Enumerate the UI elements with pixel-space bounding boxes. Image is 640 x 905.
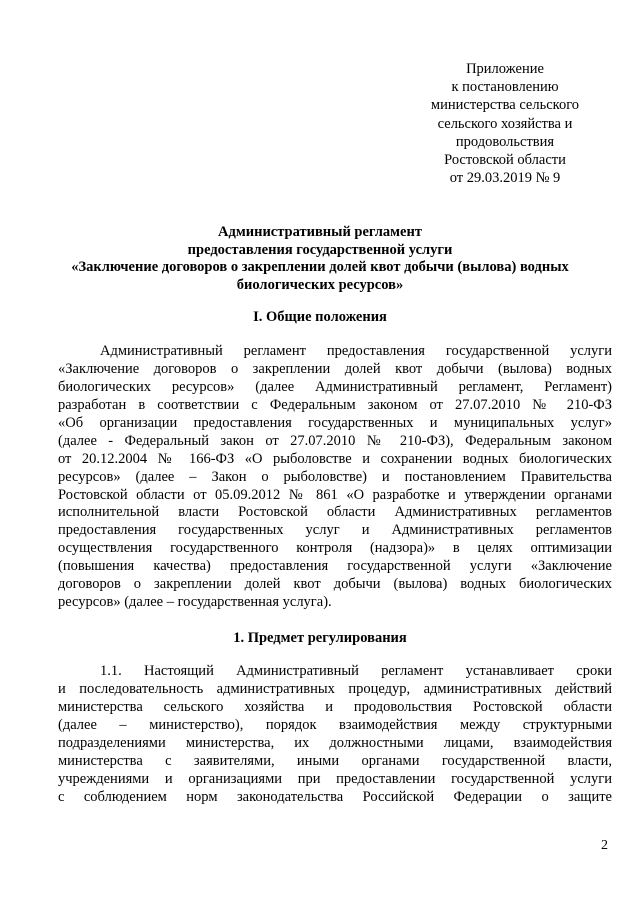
text-line: «Об организации предоставления государственных и муниципальных услуг» <box>58 414 612 431</box>
title-line: «Заключение договоров о закреплении долей квот добычи (вылова) водных <box>71 259 569 275</box>
text-line: (далее - Федеральный закон от 27.07.2010 № 210-ФЗ), Федеральным законом <box>58 432 612 449</box>
appendix-line: сельского хозяйства и <box>437 115 573 132</box>
title-line: Административный регламент <box>218 224 422 240</box>
text-line: с соблюдением норм законодательства Российской Федерации о защите <box>58 788 612 805</box>
text-line: (далее – министерство), порядок взаимодействия между структурными <box>58 716 612 733</box>
text-line: договоров о закреплении долей квот добычи (вылова) водных биологических <box>58 576 612 593</box>
text-line: (повышения качества) предоставления государственной услуги «Заключение <box>58 558 612 575</box>
title-line: предоставления государственной услуги <box>187 241 453 258</box>
text-line: министерства с заявителями, иными органами государственной власти, <box>58 752 612 769</box>
text-line: ресурсов» (далее – государственная услуга). <box>58 594 332 611</box>
text-line: учреждениями и организациями при предоставлении государственной услуги <box>58 770 612 787</box>
text-line: предоставления государственных услуг и Административных регламентов <box>58 522 612 539</box>
paragraph-general-provisions <box>58 343 612 612</box>
document-title <box>40 224 600 294</box>
text-line: биологических ресурсов» (далее Административный регламент, Регламент) <box>58 378 612 395</box>
text-line: Административный регламент предоставления государственной услуги <box>100 343 612 359</box>
appendix-line: от 29.03.2019 № 9 <box>449 170 561 187</box>
section-heading-general: I. Общие положения <box>253 309 387 325</box>
appendix-block <box>405 60 605 187</box>
section-heading-subject: 1. Предмет регулирования <box>233 630 407 646</box>
text-line: от 20.12.2004 № 166-ФЗ «О рыболовстве и сохранении водных биологических <box>58 450 612 467</box>
text-line: исполнительной власти Ростовской области Административных регламентов <box>58 504 612 521</box>
title-line: биологических ресурсов» <box>236 276 404 293</box>
appendix-line: Ростовской области <box>444 152 566 169</box>
text-line: Ростовской области от 05.09.2012 № 861 «О разработке и утверждении органами <box>58 486 612 503</box>
text-line: министерства сельского хозяйства и продовольствия Ростовской области <box>58 698 612 715</box>
appendix-line: министерства сельского <box>430 97 580 114</box>
paragraph-subject-regulation <box>58 663 612 807</box>
text-line: и последовательность административных процедур, административных действий <box>58 680 612 697</box>
text-line: осуществления государственного контроля (надзора)» в целях оптимизации <box>58 540 612 557</box>
appendix-line: продовольствия <box>455 133 555 150</box>
text-line: разработан в соответствии с Федеральным законом от 27.07.2010 № 210-ФЗ <box>58 396 612 413</box>
text-line: 1.1. Настоящий Административный регламент устанавливает сроки <box>100 663 612 679</box>
text-line: ресурсов» (далее – Закон о рыболовстве) и постановлением Правительства <box>58 468 612 485</box>
page-number: 2 <box>601 838 608 853</box>
text-line: «Заключение договоров о закреплении долей квот добычи (вылова) водных <box>58 360 612 377</box>
appendix-line: Приложение <box>466 61 544 77</box>
appendix-line: к постановлению <box>451 79 559 96</box>
text-line: подразделениями министерства, их должностными лицами, взаимодействия <box>58 734 612 751</box>
